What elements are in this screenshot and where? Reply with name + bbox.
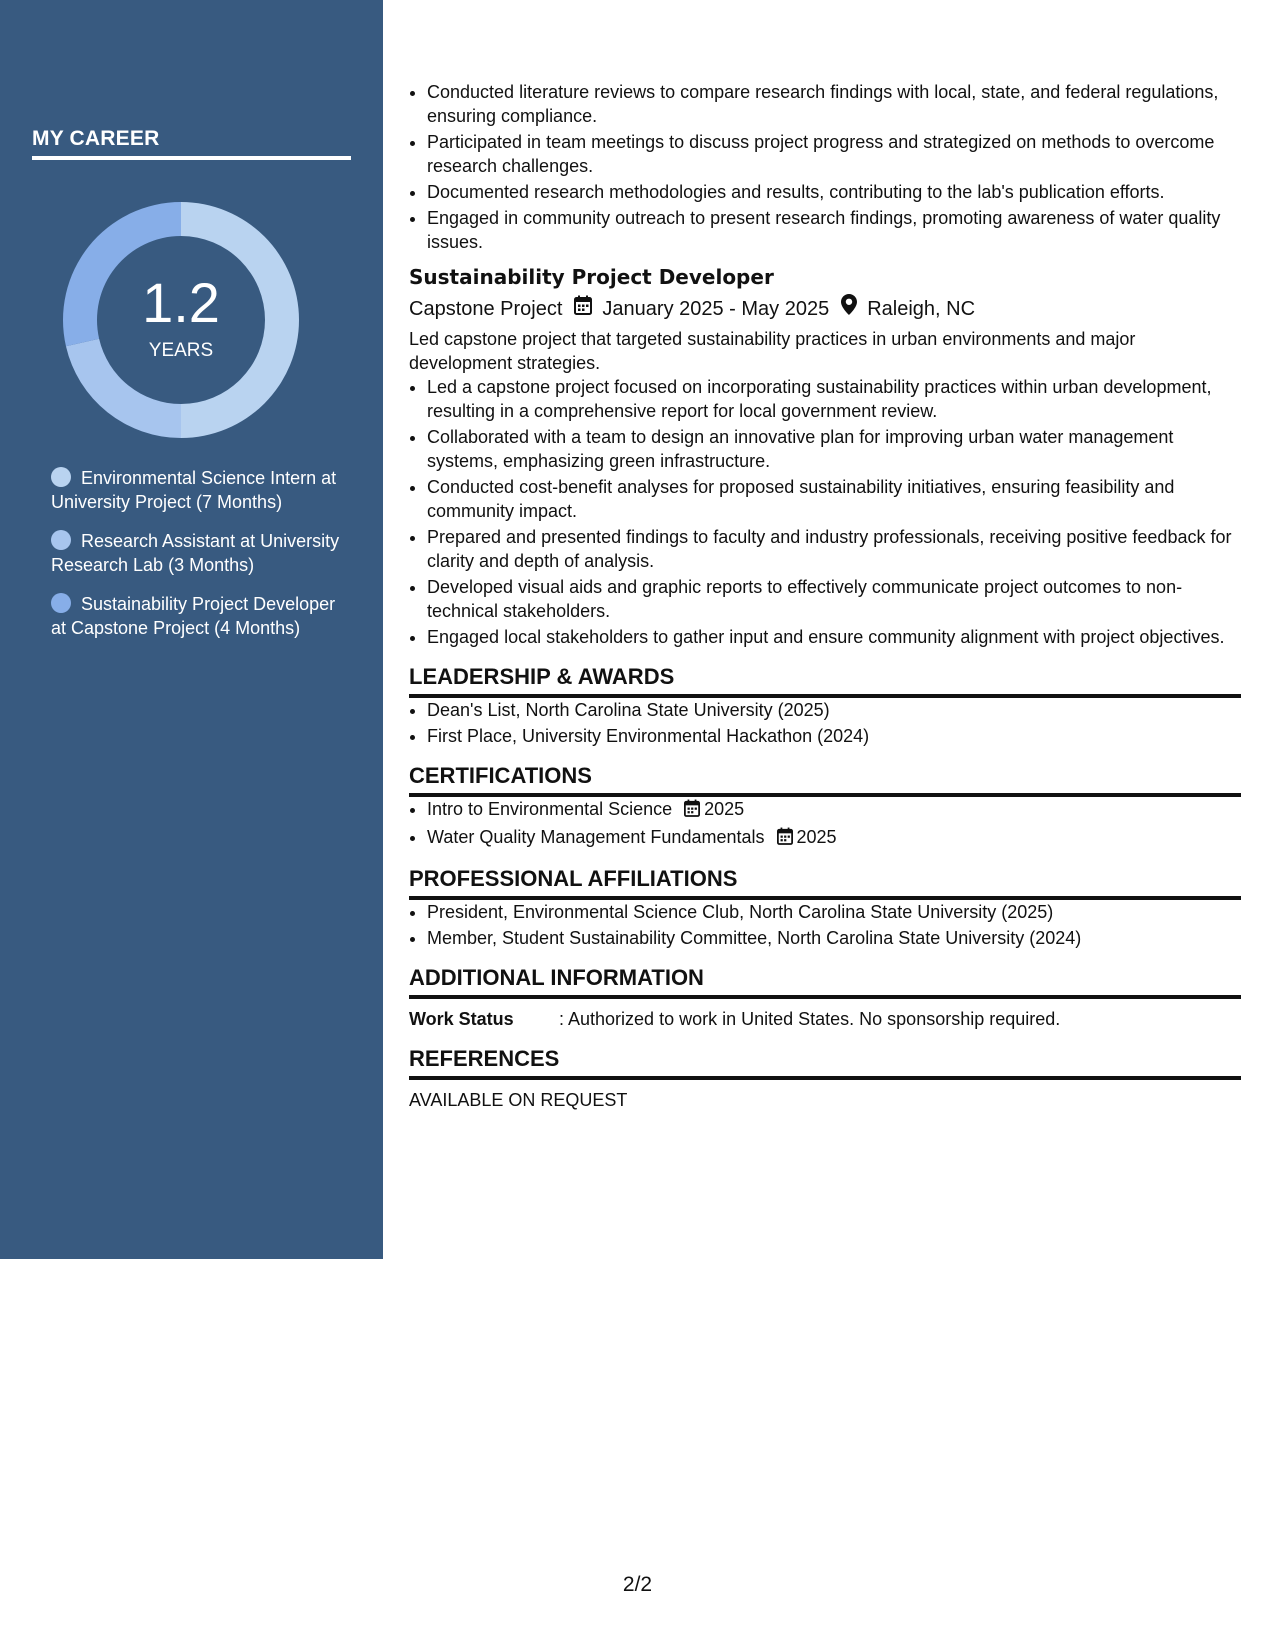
list-item: • Documented research methodologies and results, contributing to the lab's publication efforts. <box>427 180 1241 204</box>
affiliations-list <box>409 900 1241 950</box>
role-bullets <box>409 375 1241 649</box>
list-item: • Member, Student Sustainability Committee, North Carolina State University (2024) <box>427 926 1241 950</box>
section-title: CERTIFICATIONS <box>409 762 1241 797</box>
previous-role-bullets <box>409 80 1241 254</box>
list-item: • Dean's List, North Carolina State University (2025) <box>427 698 1241 722</box>
section-title: ADDITIONAL INFORMATION <box>409 964 1241 999</box>
calendar-icon <box>574 295 592 323</box>
career-legend-item <box>51 529 341 577</box>
career-legend-label: Research Assistant at University Research Lab (3 Months) <box>51 531 340 575</box>
list-item: • Conducted cost-benefit analyses for proposed sustainability initiatives, ensuring feasibility and community impact. <box>427 475 1241 523</box>
list-item <box>427 797 1241 823</box>
role-dates: January 2025 - May 2025 <box>602 297 830 320</box>
career-legend-label: Environmental Science Intern at University Project (7 Months) <box>51 468 337 512</box>
career-legend <box>51 466 341 655</box>
additional-info-section <box>409 964 1241 1031</box>
work-status-value: : Authorized to work in United States. No sponsorship required. <box>559 1009 1061 1029</box>
certification-year: 2025 <box>704 799 745 819</box>
certifications-list <box>409 797 1241 851</box>
list-item: • Engaged local stakeholders to gather input and ensure community alignment with project objectives. <box>427 625 1241 649</box>
certification-name: Water Quality Management Fundamentals <box>427 827 765 847</box>
certification-name: Intro to Environmental Science <box>427 799 673 819</box>
role-org: Capstone Project <box>409 297 563 320</box>
section-title: LEADERSHIP & AWARDS <box>409 663 1241 698</box>
list-item: • Engaged in community outreach to present research findings, promoting awareness of water quality issues. <box>427 206 1241 254</box>
legend-dot-icon <box>51 593 71 613</box>
calendar-icon <box>684 799 700 823</box>
list-item: • Developed visual aids and graphic reports to effectively communicate project outcomes to non-technical stakeholders. <box>427 575 1241 623</box>
location-pin-icon <box>841 294 857 323</box>
work-status-row <box>409 1007 1241 1031</box>
list-item: • Collaborated with a team to design an innovative plan for improving urban water management systems, emphasizing green infrastructure. <box>427 425 1241 473</box>
career-legend-item <box>51 592 341 640</box>
list-item: • Led a capstone project focused on incorporating sustainability practices within urban development, resulting in a comprehensive report for local government review. <box>427 375 1241 423</box>
career-total-value: 1.2 <box>142 271 220 334</box>
references-section <box>409 1045 1241 1112</box>
certifications-section <box>409 762 1241 851</box>
work-status-label: Work Status <box>409 1009 514 1029</box>
legend-dot-icon <box>51 467 71 487</box>
career-heading: MY CAREER <box>32 127 351 160</box>
career-total-unit: YEARS <box>148 340 214 361</box>
list-item: • Participated in team meetings to discuss project progress and strategized on methods to overcome research challenges. <box>427 130 1241 178</box>
references-text: AVAILABLE ON REQUEST <box>409 1090 628 1110</box>
role-summary: Led capstone project that targeted sustainability practices in urban environments and major development strategies. <box>409 329 1136 373</box>
career-sidebar <box>0 0 383 1259</box>
leadership-list <box>409 698 1241 748</box>
career-legend-item <box>51 466 341 514</box>
resume-main <box>409 80 1241 1112</box>
certification-year: 2025 <box>796 827 837 847</box>
role-meta <box>409 294 1241 323</box>
role-title: Sustainability Project Developer <box>409 265 774 289</box>
affiliations-section <box>409 865 1241 950</box>
experience-entry <box>409 264 1241 649</box>
page-number: 2/2 <box>622 1573 653 1596</box>
section-title: PROFESSIONAL AFFILIATIONS <box>409 865 1241 900</box>
list-item <box>427 825 1241 851</box>
list-item: • Prepared and presented findings to faculty and industry professionals, receiving positive feedback for clarity and depth of analysis. <box>427 525 1241 573</box>
career-legend-label: Sustainability Project Developer at Capstone Project (4 Months) <box>51 594 336 638</box>
calendar-icon <box>777 827 793 851</box>
list-item: • President, Environmental Science Club, North Carolina State University (2025) <box>427 900 1241 924</box>
list-item: • Conducted literature reviews to compare research findings with local, state, and federal regulations, ensuring compliance. <box>427 80 1241 128</box>
leadership-section <box>409 663 1241 748</box>
role-location: Raleigh, NC <box>867 297 976 320</box>
section-title: REFERENCES <box>409 1045 1241 1080</box>
list-item: • First Place, University Environmental Hackathon (2024) <box>427 724 1241 748</box>
legend-dot-icon <box>51 530 71 550</box>
